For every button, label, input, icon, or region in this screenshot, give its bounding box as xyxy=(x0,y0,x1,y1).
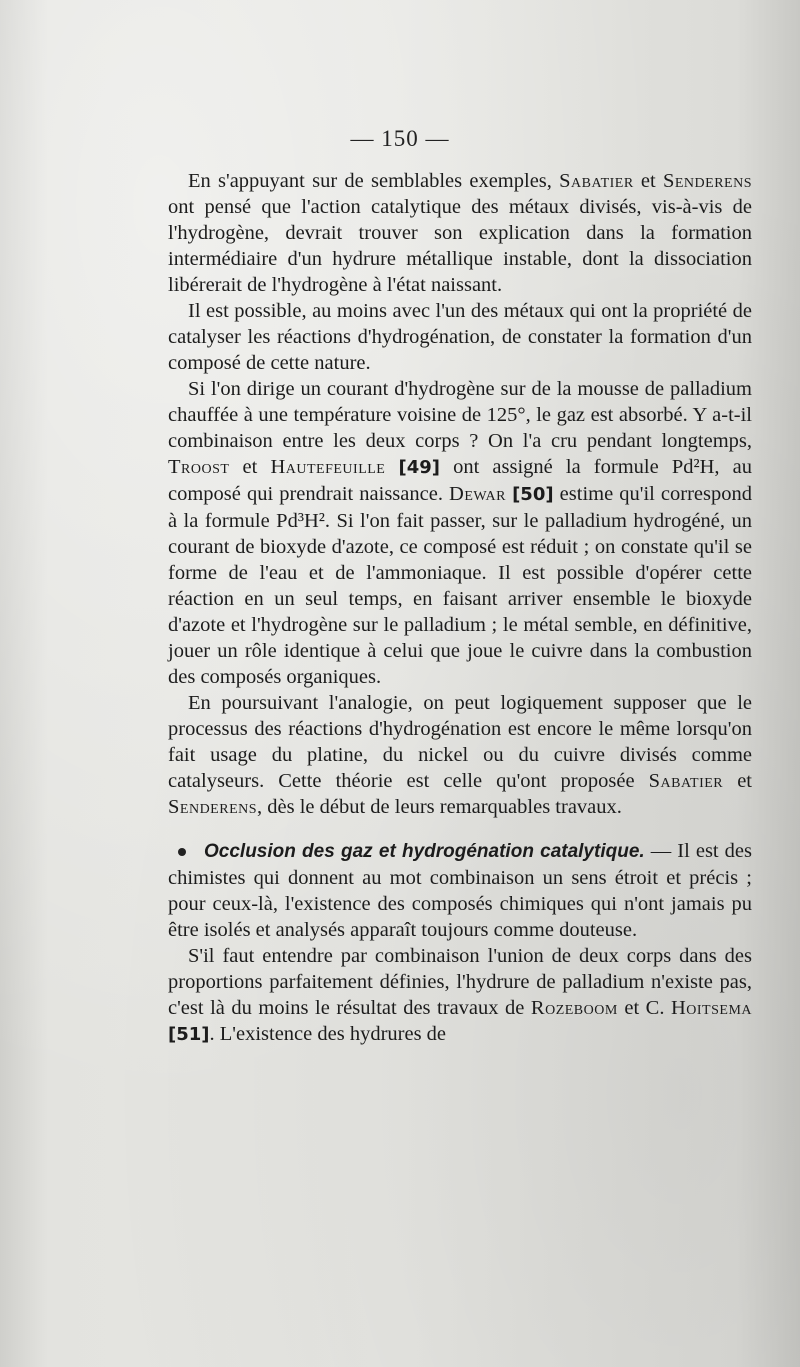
text-run: — Il est des chimistes qui donnent au mot combinaison un sens étroit et précis ; pour ceux-là, l'existence des composés chimiques qui n'ont jamais pu être isolés et analysés apparaît toujours comme douteuse. xyxy=(168,840,752,941)
paragraph xyxy=(168,690,752,820)
text-run: Si l'on dirige un courant d'hydrogène sur de la mousse de palladium chauffée à une température voisine de 125°, le gaz est absorbé. Y a-t-il combinaison entre les deux corps ? On l'a cru pendant longtemps, xyxy=(168,378,752,452)
text-run: , dès le début de leurs remarquables travaux. xyxy=(257,796,622,818)
text-run: En poursuivant l'analogie, on peut logiquement supposer que le processus des réactions d'hydrogénation est encore le même lorsqu'on fait usage du platine, du nickel ou du cuivre divisés comme catalyseurs. Cette théorie est celle qu'ont proposée xyxy=(168,692,752,792)
author-name: Senderens xyxy=(168,796,258,818)
author-name: Troost xyxy=(168,456,230,478)
text-run: En s'appuyant sur de semblables exemples, xyxy=(188,170,560,192)
text-run: et xyxy=(633,170,663,192)
author-name: Hoitsema xyxy=(670,997,753,1019)
author-name: Dewar xyxy=(449,483,506,505)
text-run: . L'existence des hydrures de xyxy=(209,1023,447,1045)
page-number: — 150 — xyxy=(350,126,450,151)
text-run: ont pensé que l'action catalytique des métaux divisés, vis-à-vis de l'hydrogène, devrait trouver son explication dans la formation intermédiaire d'un hydrure métallique instable, dont la dissociation libérerait de l'hydrogène à l'état naissant. xyxy=(168,196,752,296)
reference-number: [51] xyxy=(168,1024,210,1045)
author-name: Rozeboom xyxy=(530,997,618,1019)
text-run: ont assigné la formule Pd²H, au composé qui prendrait naissance. xyxy=(168,456,753,505)
paragraph xyxy=(168,376,752,690)
text-run: estime qu'il correspond à la formule Pd³H². Si l'on fait passer, sur le palladium hydrogéné, un courant de bioxyde d'azote, ce composé est réduit ; on constate qu'il se forme de l'eau et de l'ammoniaque. Il est possible d'opérer cette réaction en un seul temps, en faisant arriver ensemble le bioxyde d'azote et l'hydrogène sur le palladium ; le métal semble, en définitive, jouer un rôle identique à celui que joue le cuivre dans la combustion des composés organiques. xyxy=(168,483,752,688)
text-run: Il est possible, au moins avec l'un des métaux qui ont la propriété de catalyser les réactions d'hydrogénation, de constater la formation d'un composé de cette nature. xyxy=(168,300,752,374)
reference-number: [49] xyxy=(398,457,440,478)
text-run: et xyxy=(723,770,752,792)
paragraph xyxy=(168,168,752,298)
text-run: et xyxy=(229,456,271,478)
paragraph xyxy=(168,943,752,1048)
text-run xyxy=(385,456,398,478)
reference-number: [50] xyxy=(512,484,554,505)
author-name: Sabatier xyxy=(559,170,634,192)
author-name: Sabatier xyxy=(648,770,724,792)
text-run: S'il faut entendre par combinaison l'union de deux corps dans des proportions parfaitement définies, l'hydrure de palladium n'existe pas, c'est là du moins le résultat des travaux de xyxy=(168,945,752,1019)
author-name: Senderens xyxy=(662,170,752,192)
bullet-icon xyxy=(178,848,186,856)
author-name: Hautefeuille xyxy=(270,456,386,478)
body-text xyxy=(168,168,752,1048)
section-heading: Occlusion des gaz et hydrogénation catalytique. xyxy=(204,841,645,862)
text-run: et C. xyxy=(617,997,671,1019)
section-paragraph xyxy=(168,838,752,943)
paragraph xyxy=(168,298,752,376)
